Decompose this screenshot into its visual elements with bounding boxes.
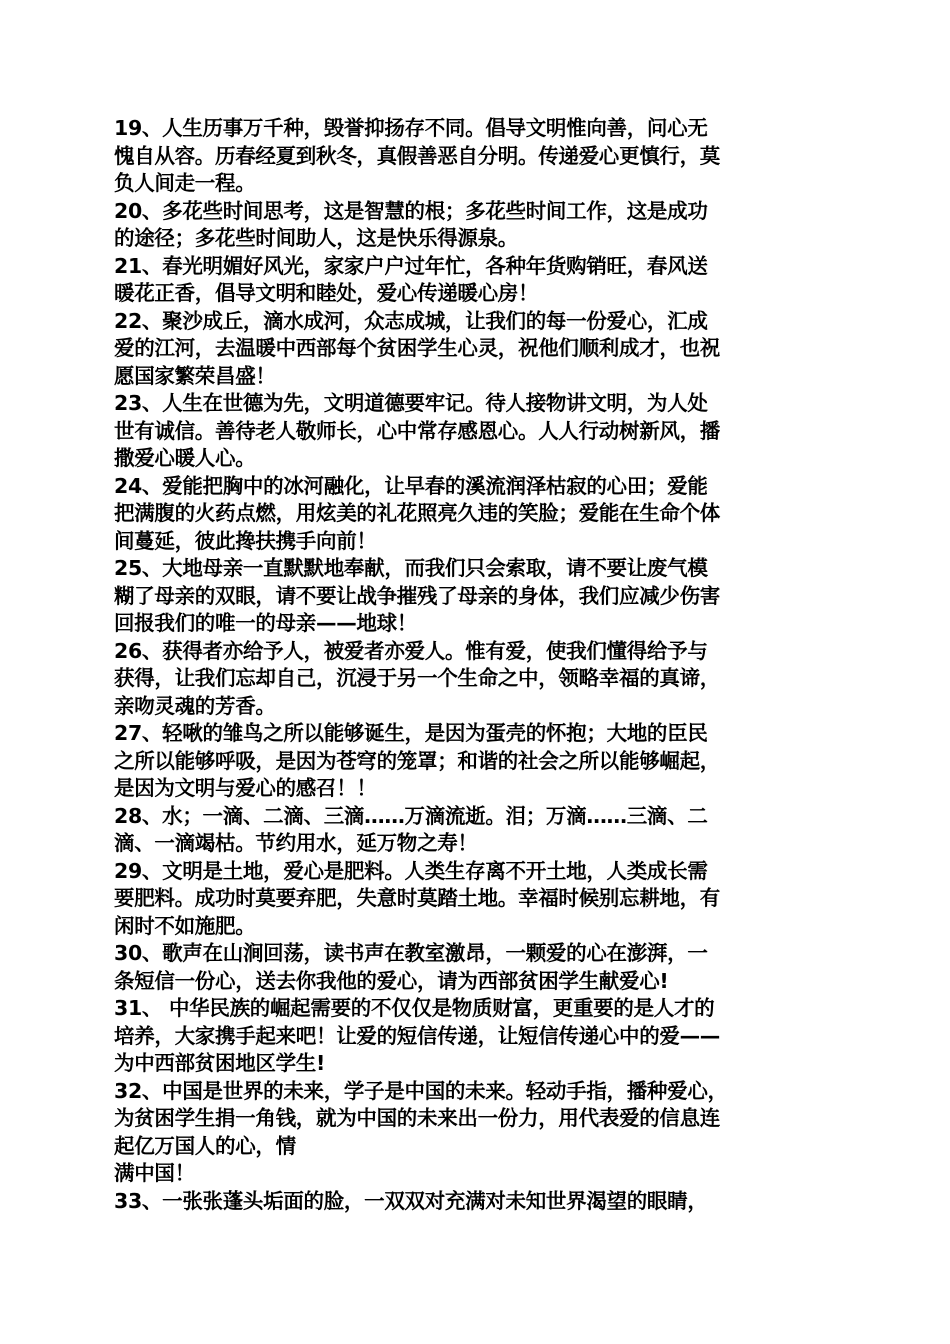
text-line: 滴、一滴竭枯。节约用水，延万物之寿！ <box>114 831 478 855</box>
text-line: 暖花正香，倡导文明和睦处，爱心传递暖心房！ <box>114 281 539 305</box>
text-line: 培养，大家携手起来吧！让爱的短信传递，让短信传递心中的爱—— <box>114 1023 720 1048</box>
text-line: 满中国！ <box>114 1161 195 1185</box>
text-line: 20、多花些时间思考，这是智慧的根；多花些时间工作，这是成功 <box>114 198 708 223</box>
text-line: 糊了母亲的双眼，请不要让战争摧残了母亲的身体，我们应减少伤害 <box>114 583 720 608</box>
text-line: 19、人生历事万千种，毁誉抑扬存不同。倡导文明惟向善，问心无 <box>114 116 708 140</box>
text-line: 28、水；一滴、二滴、三滴……万滴流逝。泪；万滴……三滴、二 <box>114 803 708 828</box>
text-line: 获得，让我们忘却自己，沉浸于另一个生命之中，领略幸福的真谛， <box>114 666 720 690</box>
text-line: 条短信一份心，送去你我他的爱心，请为西部贫困学生献爱心! <box>114 968 669 993</box>
text-line: 撒爱心暖人心。 <box>114 446 256 470</box>
text-line: 爱的江河，去温暖中西部每个贫困学生心灵，祝他们顺利成才，也祝 <box>114 336 720 360</box>
text-line: 为贫困学生捐一角钱，就为中国的未来出一份力，用代表爱的信息连 <box>114 1106 720 1130</box>
text-line: 23、人生在世德为先，文明道德要牢记。待人接物讲文明，为人处 <box>114 391 708 415</box>
text-line: 负人间走一程。 <box>114 171 256 195</box>
text-line: 世有诚信。善待老人敬师长，心中常存感恩心。人人行动树新风，播 <box>114 418 720 443</box>
text-line: 27、轻啾的雏鸟之所以能够诞生，是因为蛋壳的怀抱；大地的臣民 <box>114 721 708 745</box>
text-line: 愿国家繁荣昌盛！ <box>114 363 276 388</box>
text-line: 25、大地母亲一直默默地奉献，而我们只会索取，请不要让废气模 <box>114 556 708 580</box>
text-line: 29、文明是土地，爱心是肥料。人类生存离不开土地，人类成长需 <box>114 858 708 883</box>
text-line: 间蔓延，彼此搀扶携手向前！ <box>114 528 377 553</box>
text-line: 32、中国是世界的未来，学子是中国的未来。轻动手指，播种爱心， <box>114 1078 728 1103</box>
text-line: 21、春光明媚好风光，家家户户过年忙，各种年货购销旺，春风送 <box>114 253 708 278</box>
text-line: 24、爱能把胸中的冰河融化，让早春的溪流润泽枯寂的心田；爱能 <box>114 473 708 498</box>
text-line: 回报我们的唯一的母亲——地球！ <box>114 611 417 635</box>
text-line: 亲吻灵魂的芳香。 <box>114 693 276 718</box>
text-line: 之所以能够呼吸，是因为苍穹的笼罩；和谐的社会之所以能够崛起， <box>114 748 720 773</box>
text-line: 26、获得者亦给予人，被爱者亦爱人。惟有爱，使我们懂得给予与 <box>114 638 708 663</box>
text-line: 要肥料。成功时莫要弃肥，失意时莫踏土地。幸福时候别忘耕地，有 <box>114 886 720 910</box>
text-line: 31、 中华民族的崛起需要的不仅仅是物质财富，更重要的是人才的 <box>114 996 715 1020</box>
text-line: 闲时不如施肥。 <box>114 913 256 938</box>
text-line: 22、聚沙成丘，滴水成河，众志成城，让我们的每一份爱心，汇成 <box>114 308 708 333</box>
text-line: 把满腹的火药点燃，用炫美的礼花照亮久违的笑脸；爱能在生命个体 <box>114 501 720 525</box>
text-line: 30、歌声在山涧回荡，读书声在教室激昂，一颗爱的心在澎湃，一 <box>114 941 708 965</box>
document-page <box>114 115 834 1215</box>
text-line: 为中西部贫困地区学生! <box>114 1051 326 1075</box>
text-line: 愧自从容。历春经夏到秋冬，真假善恶自分明。传递爱心更慎行，莫 <box>114 143 720 168</box>
text-line: 是因为文明与爱心的感召！！ <box>114 776 377 800</box>
text-line: 起亿万国人的心，情 <box>114 1133 296 1158</box>
text-line: 33、一张张蓬头垢面的脸，一双双对充满对未知世界渴望的眼睛， <box>114 1188 708 1213</box>
text-line: 的途径；多花些时间助人，这是快乐得源泉。 <box>114 226 518 250</box>
